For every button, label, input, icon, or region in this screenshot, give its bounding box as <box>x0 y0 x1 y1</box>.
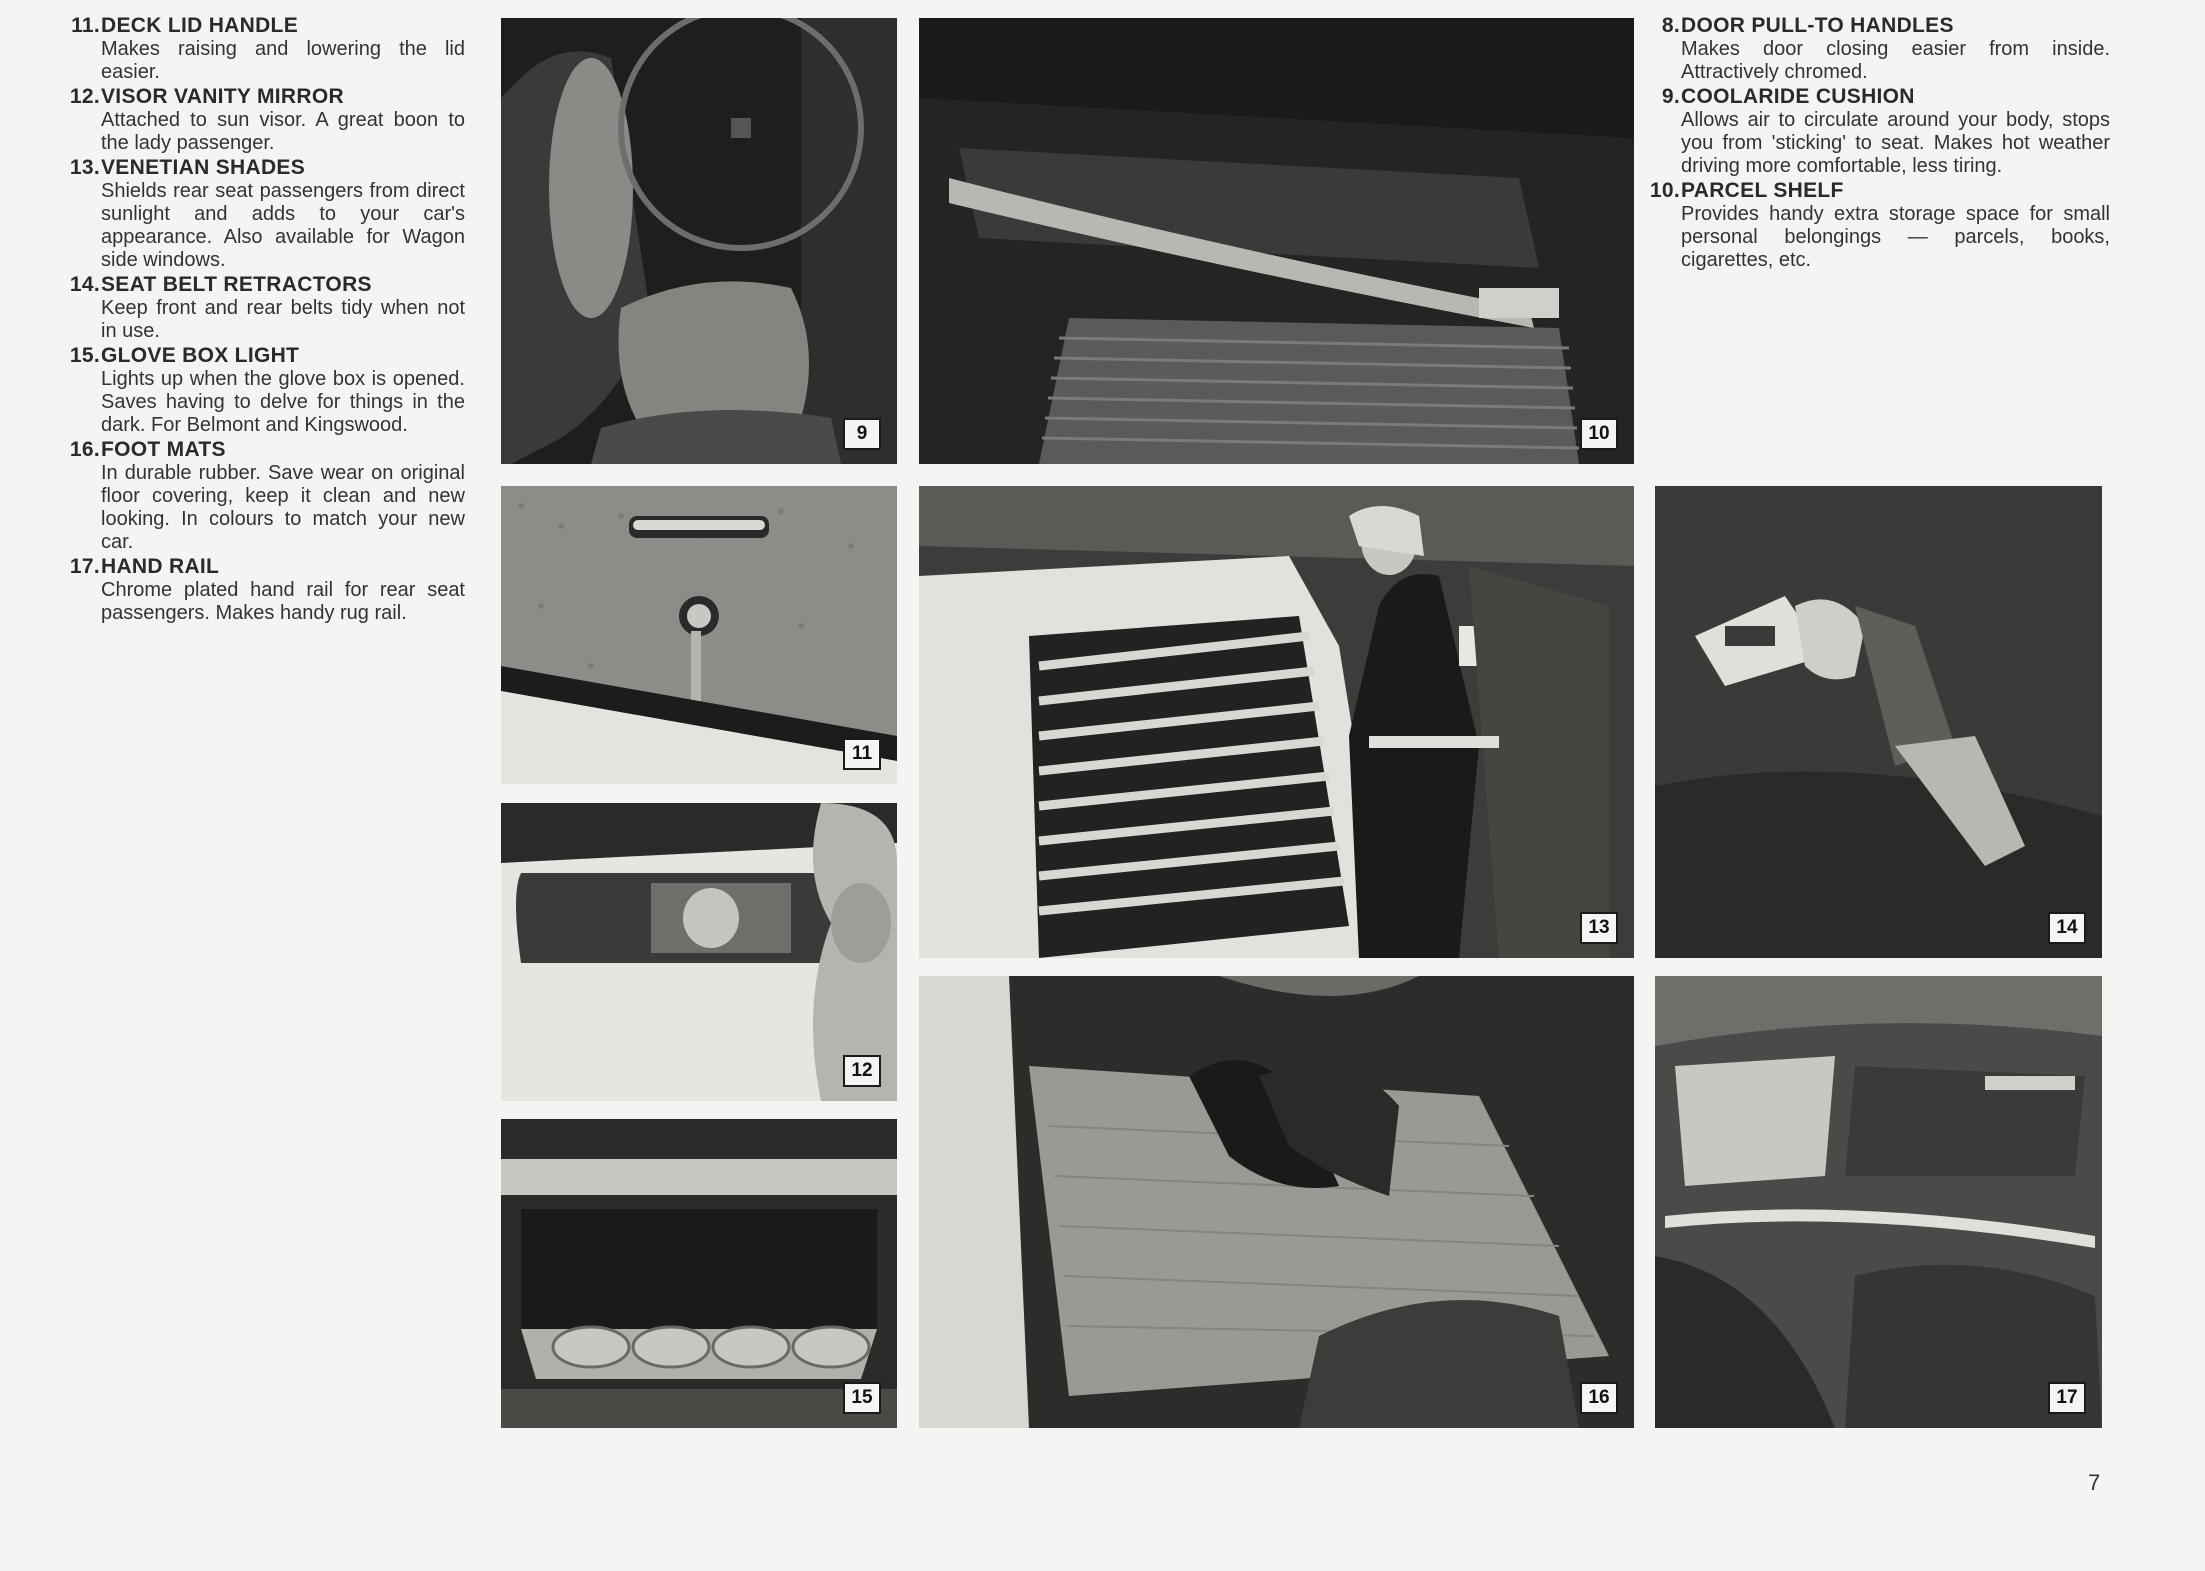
photo-hand-rail <box>1655 976 2102 1428</box>
photo-number-badge: 15 <box>843 1382 881 1414</box>
feature-13 <box>60 156 465 272</box>
photo-number-badge: 13 <box>1580 912 1618 944</box>
feature-description: In durable rubber. Save wear on original floor covering, keep it clean and new looking. In colours to match your new car. <box>101 462 465 553</box>
seat-belt-illustration <box>1655 486 2102 958</box>
feature-title: SEAT BELT RETRACTORS <box>101 273 372 296</box>
feature-number: 10. <box>1649 179 1680 202</box>
foot-mat-illustration <box>919 976 1634 1428</box>
feature-12 <box>60 85 465 155</box>
feature-description: Keep front and rear belts tidy when not in use. <box>101 297 465 342</box>
photo-deck-lid-handle <box>501 486 897 784</box>
feature-number: 11. <box>71 14 100 37</box>
left-feature-list <box>60 14 465 626</box>
feature-title: DOOR PULL-TO HANDLES <box>1681 14 1954 37</box>
feature-description: Allows air to circulate around your body, stops you from 'sticking' to seat. Makes hot weather driving more comfortable, less tiring. <box>1681 109 2110 177</box>
feature-description: Chrome plated hand rail for rear seat passengers. Makes handy rug rail. <box>101 579 465 624</box>
feature-title: DECK LID HANDLE <box>101 14 298 37</box>
feature-description: Makes raising and lowering the lid easier. <box>101 38 465 83</box>
feature-10 <box>1640 179 2110 272</box>
photo-number-badge: 9 <box>843 418 881 450</box>
photo-number-badge: 11 <box>843 738 881 770</box>
feature-number: 13. <box>69 156 100 179</box>
glove-box-illustration <box>501 1119 897 1428</box>
feature-number: 8. <box>1661 14 1680 37</box>
page-number: 7 <box>2088 1470 2101 1495</box>
feature-description: Attached to sun visor. A great boon to the lady passenger. <box>101 109 465 154</box>
feature-description: Lights up when the glove box is opened. Saves having to delve for things in the dark. For Belmont and Kingswood. <box>101 368 465 436</box>
photo-number-badge: 12 <box>843 1055 881 1087</box>
deck-lid-illustration <box>501 486 897 784</box>
photo-number-badge: 14 <box>2048 912 2086 944</box>
photo-glove-box-light <box>501 1119 897 1428</box>
feature-8 <box>1640 14 2110 84</box>
feature-description: Shields rear seat passengers from direct sunlight and adds to your car's appearance. Also available for Wagon side windows. <box>101 180 465 271</box>
photo-number-badge: 16 <box>1580 1382 1618 1414</box>
feature-9 <box>1640 85 2110 178</box>
feature-11 <box>60 14 465 84</box>
feature-title: PARCEL SHELF <box>1681 179 1844 202</box>
feature-number: 14. <box>69 273 100 296</box>
photo-number-badge: 10 <box>1580 418 1618 450</box>
feature-14 <box>60 273 465 343</box>
feature-description: Provides handy extra storage space for small personal belongings — parcels, books, cigarettes, etc. <box>1681 203 2110 271</box>
photo-coolaride-cushion <box>501 18 897 464</box>
feature-number: 12. <box>69 85 100 108</box>
parcel-shelf-illustration <box>919 18 1634 464</box>
photo-foot-mats <box>919 976 1634 1428</box>
feature-number: 9. <box>1661 85 1680 108</box>
photo-seat-belt-retractor <box>1655 486 2102 958</box>
feature-15 <box>60 344 465 437</box>
feature-title: VENETIAN SHADES <box>101 156 306 179</box>
hand-rail-illustration <box>1655 976 2102 1428</box>
right-feature-list <box>1640 14 2110 273</box>
feature-number: 17. <box>69 555 100 578</box>
feature-number: 15. <box>69 344 100 367</box>
seat-cushion-illustration <box>501 18 897 464</box>
feature-title: VISOR VANITY MIRROR <box>101 85 344 108</box>
feature-title: GLOVE BOX LIGHT <box>101 344 300 367</box>
feature-number: 16. <box>69 438 100 461</box>
feature-title: FOOT MATS <box>101 438 226 461</box>
feature-title: HAND RAIL <box>101 555 220 578</box>
photo-parcel-shelf <box>919 18 1634 464</box>
photo-venetian-shades <box>919 486 1634 958</box>
venetian-shades-illustration <box>919 486 1634 958</box>
vanity-mirror-illustration <box>501 803 897 1101</box>
feature-description: Makes door closing easier from inside. Attractively chromed. <box>1681 38 2110 83</box>
feature-title: COOLARIDE CUSHION <box>1681 85 1915 108</box>
photo-number-badge: 17 <box>2048 1382 2086 1414</box>
photo-visor-vanity-mirror <box>501 803 897 1101</box>
feature-16 <box>60 438 465 554</box>
feature-17 <box>60 555 465 625</box>
